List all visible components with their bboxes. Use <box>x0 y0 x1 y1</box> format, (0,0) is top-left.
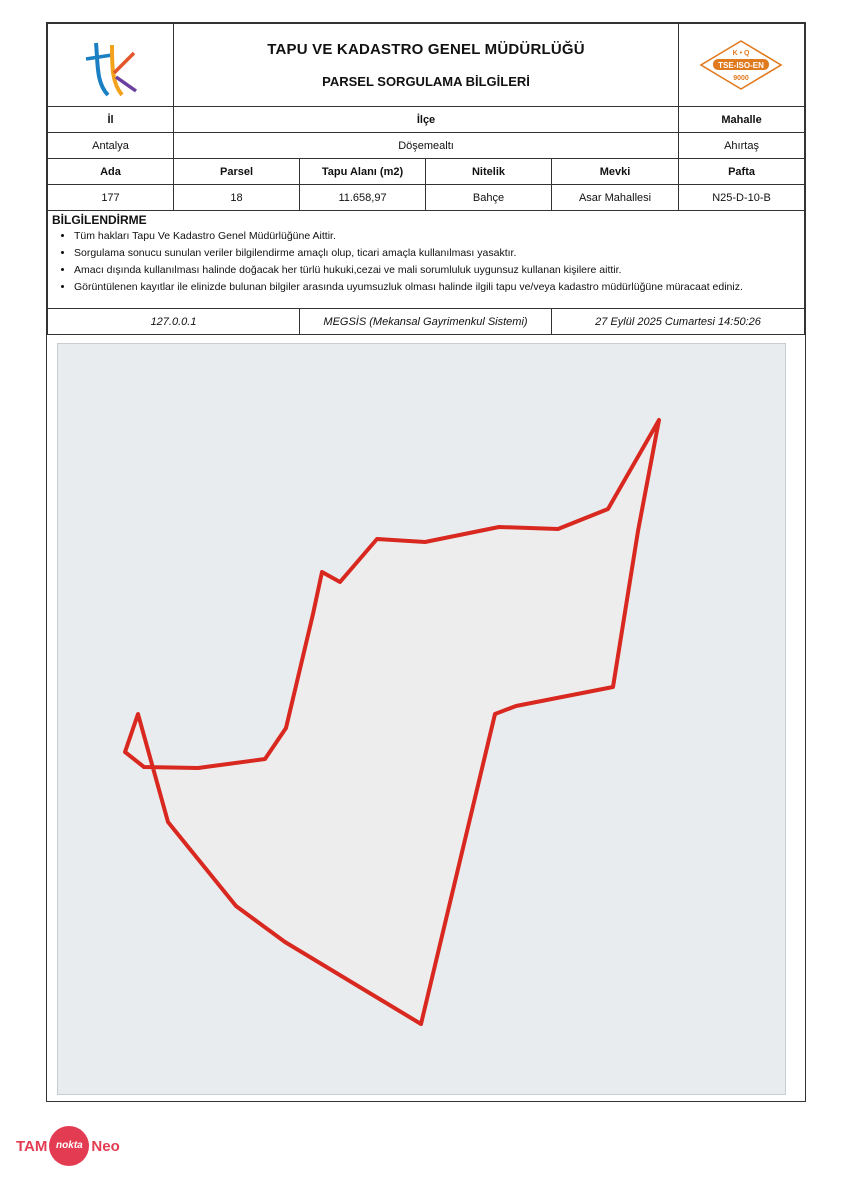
brand-watermark <box>16 1126 120 1166</box>
info-item: • Amacı dışında kullanılması halinde doğacak her türlü hukuki,cezai ve mali sorumluluk uygunsuz kullanan kişilere aittir. <box>74 264 800 278</box>
info-item: • Sorgulama sonucu sunulan veriler bilgilendirme amaçlı olup, ticari amaçla kullanılması yasaktır. <box>74 247 800 261</box>
nitelik-value: Bahçe <box>426 185 552 211</box>
tkgm-logo-icon <box>78 33 148 103</box>
parcel-map <box>57 343 786 1095</box>
parcel-boundary <box>125 420 659 1024</box>
info-item: • Görüntülenen kayıtlar ile elinizde bulunan bilgiler arasında uyumsuzluk olması halinde ilgili tapu ve/veya kadastro müdürlüğüne müracaat ediniz. <box>74 281 800 295</box>
info-table <box>47 23 805 335</box>
mevki-label: Mevki <box>552 159 679 185</box>
footer-ip: 127.0.0.1 <box>48 309 300 335</box>
page-subtitle: PARSEL SORGULAMA BİLGİLERİ <box>322 74 530 89</box>
parsel-value: 18 <box>174 185 300 211</box>
info-section <box>48 211 805 309</box>
footer-datetime: 27 Eylül 2025 Cumartesi 14:50:26 <box>552 309 805 335</box>
brand-tam: TAM <box>16 1137 48 1155</box>
pafta-label: Pafta <box>679 159 805 185</box>
mahalle-value: Ahırtaş <box>679 133 805 159</box>
tse-logo-cell <box>679 24 805 107</box>
page-title: TAPU VE KADASTRO GENEL MÜDÜRLÜĞÜ <box>267 41 585 58</box>
ilce-label: İlçe <box>174 107 679 133</box>
parcel-polygon-svg <box>58 344 785 1094</box>
nitelik-label: Nitelik <box>426 159 552 185</box>
pafta-value: N25-D-10-B <box>679 185 805 211</box>
mahalle-label: Mahalle <box>679 107 805 133</box>
header-title-cell <box>174 24 679 107</box>
ilce-value: Döşemealtı <box>174 133 679 159</box>
il-value: Antalya <box>48 133 174 159</box>
parcel-document <box>46 22 806 1102</box>
ada-label: Ada <box>48 159 174 185</box>
tk-logo-cell <box>48 24 174 107</box>
brand-neo: Neo <box>91 1137 120 1155</box>
ada-value: 177 <box>48 185 174 211</box>
il-label: İl <box>48 107 174 133</box>
info-item: • Tüm hakları Tapu Ve Kadastro Genel Müdürlüğüne Aittir. <box>74 230 800 244</box>
svg-text:9000: 9000 <box>733 75 749 82</box>
alan-label: Tapu Alanı (m2) <box>300 159 426 185</box>
svg-text:TSE-ISO-EN: TSE-ISO-EN <box>718 61 764 70</box>
mevki-value: Asar Mahallesi <box>552 185 679 211</box>
info-list <box>52 230 800 294</box>
tse-iso-logo-icon <box>699 39 783 91</box>
alan-value: 11.658,97 <box>300 185 426 211</box>
info-title: BİLGİLENDİRME <box>52 213 147 227</box>
footer-system: MEGSİS (Mekansal Gayrimenkul Sistemi) <box>300 309 552 335</box>
brand-nokta: nokta <box>49 1126 89 1166</box>
parsel-label: Parsel <box>174 159 300 185</box>
svg-text:K • Q: K • Q <box>732 50 750 57</box>
